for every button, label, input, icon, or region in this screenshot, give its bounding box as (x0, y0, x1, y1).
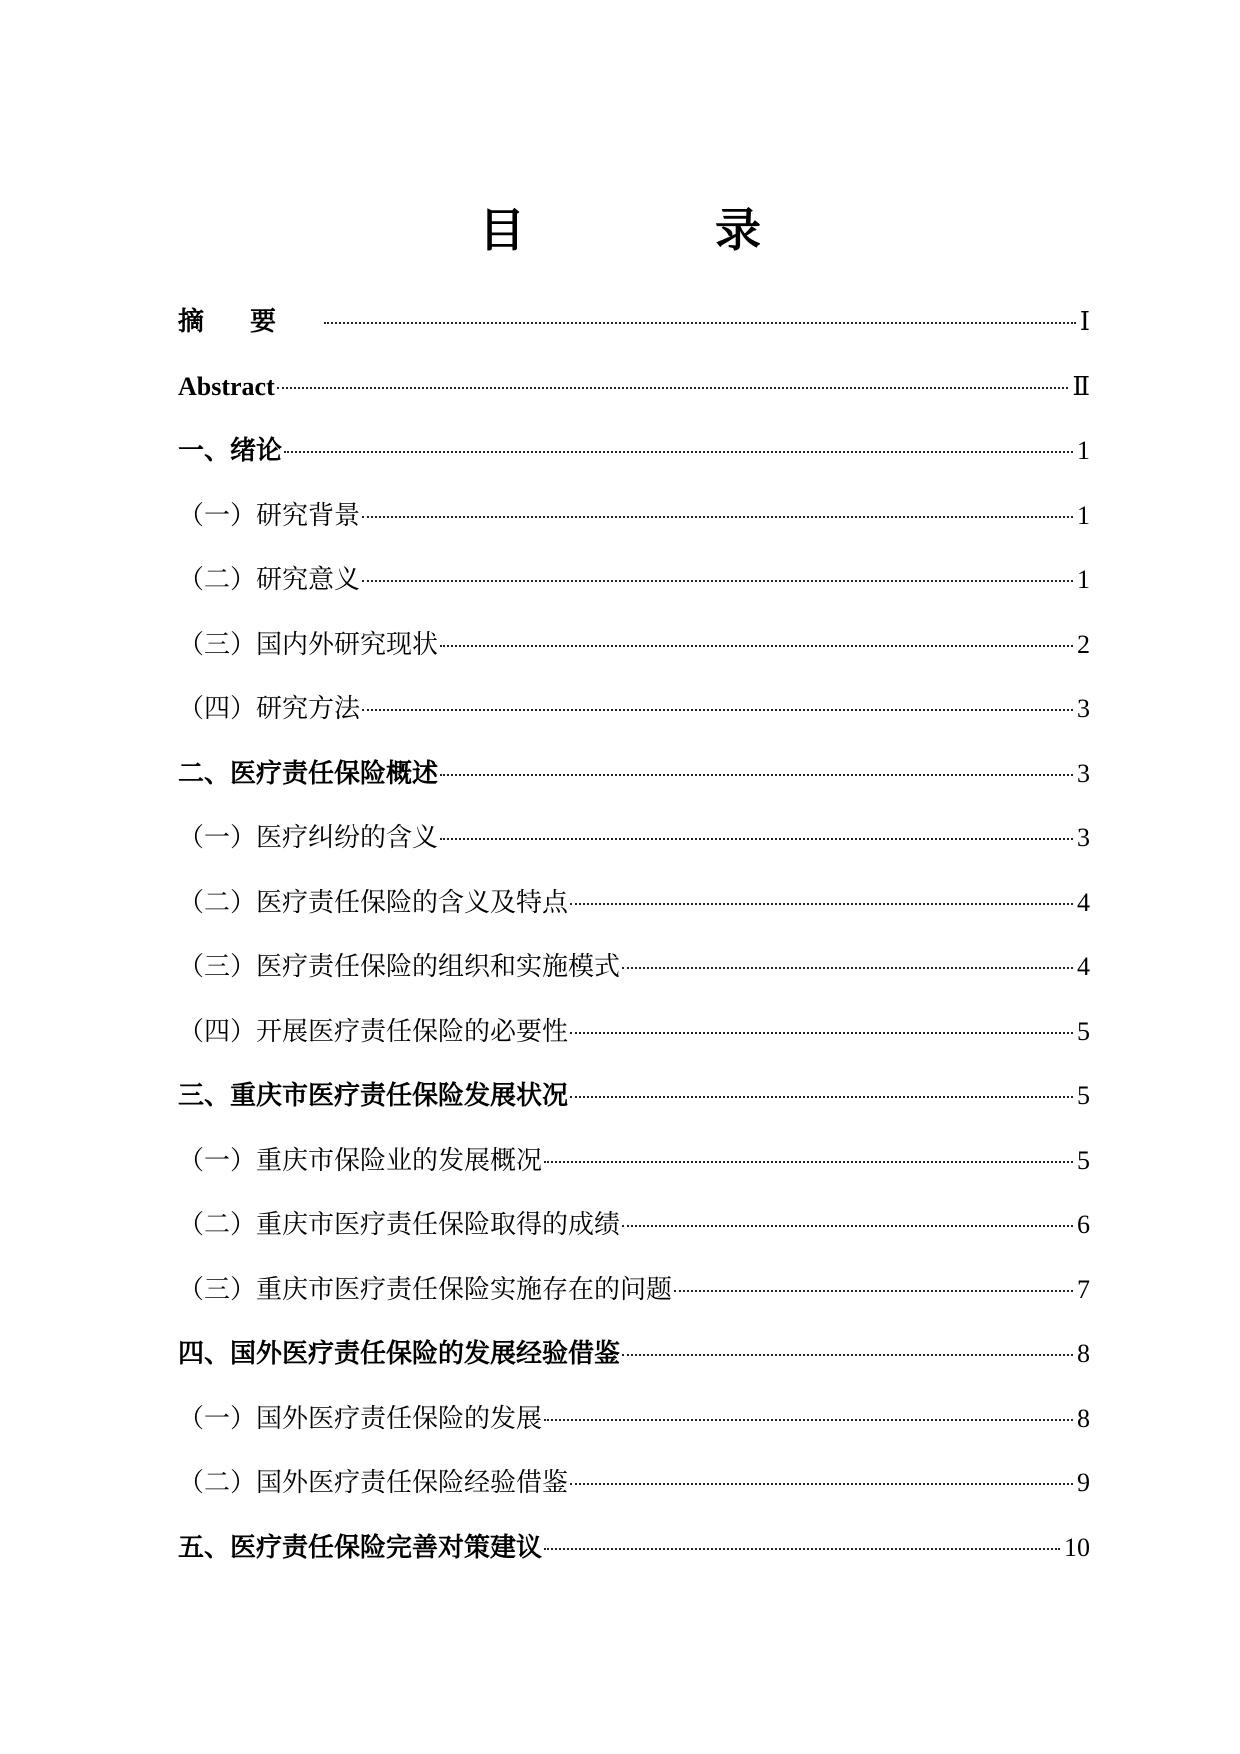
dot-leader (324, 322, 1076, 324)
dot-leader (440, 774, 1073, 776)
toc-page-number: 6 (1077, 1210, 1090, 1239)
dot-leader (362, 709, 1073, 711)
toc-page-number: 8 (1077, 1339, 1090, 1368)
toc-page-number: 3 (1077, 758, 1090, 788)
toc-entry-label: （三）医疗责任保险的组织和实施模式 (178, 952, 621, 982)
dot-leader (674, 1290, 1073, 1292)
toc-entry-section-1-2[interactable] (178, 560, 1090, 625)
toc-page-number: 3 (1077, 823, 1090, 852)
toc-page-number: 5 (1077, 1016, 1090, 1046)
toc-entry-section-1-3[interactable] (178, 625, 1090, 690)
toc-page-number: Ⅰ (1079, 307, 1090, 336)
toc-entry-label: 四、国外医疗责任保险的发展经验借鉴 (178, 1339, 621, 1369)
toc-entry-label: （二）医疗责任保险的含义及特点 (178, 887, 569, 918)
dot-leader (570, 1032, 1073, 1034)
toc-entry-chapter-1[interactable] (178, 431, 1090, 496)
toc-page-number: 1 (1077, 436, 1090, 465)
toc-entry-label: 五、医疗责任保险完善对策建议 (178, 1532, 543, 1563)
dot-leader (440, 645, 1073, 647)
toc-entry-abstract-en[interactable] (178, 367, 1090, 432)
toc-entry-abstract-cn[interactable] (178, 302, 1090, 367)
toc-entry-label: （三）国内外研究现状 (178, 629, 439, 660)
toc-entry-label: （一）国外医疗责任保险的发展 (178, 1403, 543, 1434)
toc-entry-label: （四）研究方法 (178, 694, 361, 724)
toc-entry-section-3-1[interactable] (178, 1141, 1090, 1206)
toc-page-number: 2 (1077, 629, 1090, 659)
toc-page-number: 9 (1077, 1468, 1090, 1497)
toc-page-number: 3 (1077, 694, 1090, 723)
dot-leader (277, 387, 1069, 389)
toc-page-number: 4 (1077, 952, 1090, 981)
toc-entry-section-3-3[interactable] (178, 1270, 1090, 1335)
dot-leader (362, 580, 1073, 582)
toc-entry-section-4-2[interactable] (178, 1463, 1090, 1528)
dot-leader (544, 1161, 1073, 1163)
toc-entry-label: 摘要 (178, 307, 323, 337)
toc-page-number: 8 (1077, 1403, 1090, 1433)
toc-page-number: Ⅱ (1072, 371, 1090, 401)
toc-entry-label: （一）研究背景 (178, 500, 361, 531)
toc-entry-label: （三）重庆市医疗责任保险实施存在的问题 (178, 1274, 673, 1305)
dot-leader (622, 967, 1073, 969)
page-title: 目 录 (479, 203, 833, 257)
toc-entry-label: （二）研究意义 (178, 565, 361, 595)
toc-entry-label: 二、医疗责任保险概述 (178, 758, 439, 789)
dot-leader (362, 516, 1073, 518)
toc-entry-section-2-3[interactable] (178, 947, 1090, 1012)
toc-entry-label: 三、重庆市医疗责任保险发展状况 (178, 1081, 569, 1111)
toc-page-number: 1 (1077, 500, 1090, 530)
toc-entry-section-1-1[interactable] (178, 496, 1090, 561)
dot-leader (570, 1483, 1073, 1485)
toc-entry-section-1-4[interactable] (178, 689, 1090, 754)
toc-entry-chapter-4[interactable] (178, 1334, 1090, 1399)
toc-entry-section-2-1[interactable] (178, 818, 1090, 883)
toc-entry-chapter-3[interactable] (178, 1076, 1090, 1141)
toc-entry-chapter-5[interactable] (178, 1528, 1090, 1593)
toc-entry-label: 一、绪论 (178, 436, 283, 466)
toc-entry-section-3-2[interactable] (178, 1205, 1090, 1270)
dot-leader (570, 1096, 1073, 1098)
dot-leader (440, 838, 1073, 840)
toc-entry-label: Abstract (178, 371, 275, 401)
toc-page-number: 4 (1077, 887, 1090, 917)
toc-entry-chapter-2[interactable] (178, 754, 1090, 819)
toc-entry-label: （一）医疗纠纷的含义 (178, 823, 439, 853)
toc-page-number: 7 (1077, 1274, 1090, 1304)
toc-page-number: 5 (1077, 1145, 1090, 1175)
toc-entry-label: （二）重庆市医疗责任保险取得的成绩 (178, 1210, 621, 1240)
dot-leader (544, 1419, 1073, 1421)
toc-entry-label: （一）重庆市保险业的发展概况 (178, 1145, 543, 1176)
toc-entry-section-2-2[interactable] (178, 883, 1090, 948)
dot-leader (570, 903, 1073, 905)
toc-entry-label: （二）国外医疗责任保险经验借鉴 (178, 1468, 569, 1498)
toc-entry-section-4-1[interactable] (178, 1399, 1090, 1464)
toc-entry-section-2-4[interactable] (178, 1012, 1090, 1077)
table-of-contents (178, 302, 1090, 1592)
dot-leader (622, 1225, 1073, 1227)
dot-leader (284, 451, 1073, 453)
dot-leader (544, 1548, 1060, 1550)
toc-page-number: 5 (1077, 1081, 1090, 1110)
toc-page-number: 10 (1064, 1532, 1090, 1562)
toc-page-number: 1 (1077, 565, 1090, 594)
dot-leader (622, 1354, 1073, 1356)
toc-entry-label: （四）开展医疗责任保险的必要性 (178, 1016, 569, 1047)
